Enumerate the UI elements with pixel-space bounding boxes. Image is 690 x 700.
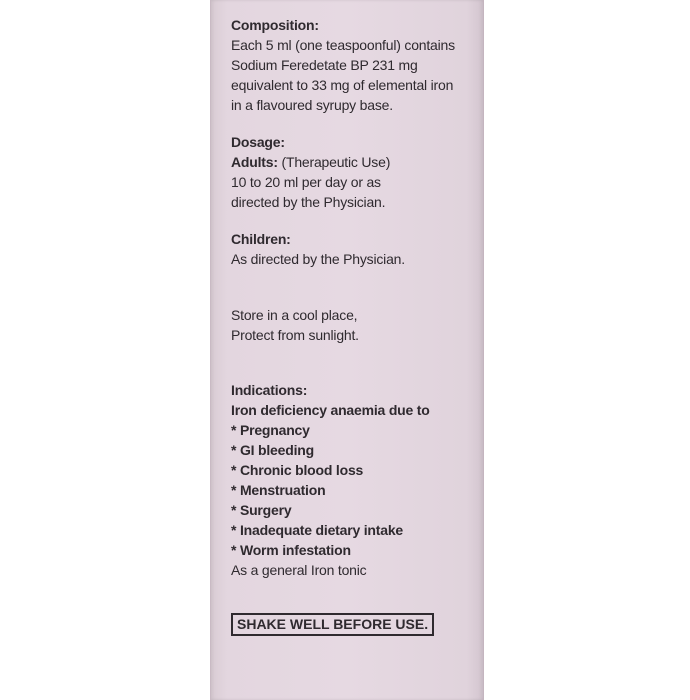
composition-line: Sodium Feredetate BP 231 mg bbox=[231, 57, 418, 73]
indications-intro: Iron deficiency anaemia due to bbox=[231, 402, 430, 418]
composition-line: equivalent to 33 mg of elemental iron bbox=[231, 77, 454, 93]
composition-line: Each 5 ml (one teaspoonful) contains bbox=[231, 37, 455, 53]
shake-warning-box: SHAKE WELL BEFORE USE. bbox=[231, 613, 434, 636]
dosage-heading: Dosage: bbox=[231, 134, 285, 150]
indication-item: * Chronic blood loss bbox=[231, 462, 364, 478]
dosage-adults-line bbox=[231, 152, 481, 172]
adults-label: Adults: bbox=[231, 154, 278, 170]
children-heading: Children: bbox=[231, 231, 291, 247]
indication-item: * Worm infestation bbox=[231, 542, 351, 558]
indication-item: * Menstruation bbox=[231, 482, 326, 498]
storage-line: Protect from sunlight. bbox=[231, 327, 359, 343]
indication-item: * Surgery bbox=[231, 502, 292, 518]
label-panel bbox=[210, 0, 484, 700]
composition-line: in a flavoured syrupy base. bbox=[231, 97, 393, 113]
dosage-line: directed by the Physician. bbox=[231, 194, 386, 210]
storage-line: Store in a cool place, bbox=[231, 307, 358, 323]
composition-heading: Composition: bbox=[231, 17, 319, 33]
indication-item: * Pregnancy bbox=[231, 422, 310, 438]
adults-note: (Therapeutic Use) bbox=[277, 154, 391, 170]
indication-item: * GI bleeding bbox=[231, 442, 314, 458]
dosage-line: 10 to 20 ml per day or as bbox=[231, 174, 381, 190]
children-text: As directed by the Physician. bbox=[231, 251, 405, 267]
label-text bbox=[231, 15, 481, 636]
indication-item: * Inadequate dietary intake bbox=[231, 522, 403, 538]
indications-footer: As a general Iron tonic bbox=[231, 562, 367, 578]
indications-heading: Indications: bbox=[231, 382, 308, 398]
